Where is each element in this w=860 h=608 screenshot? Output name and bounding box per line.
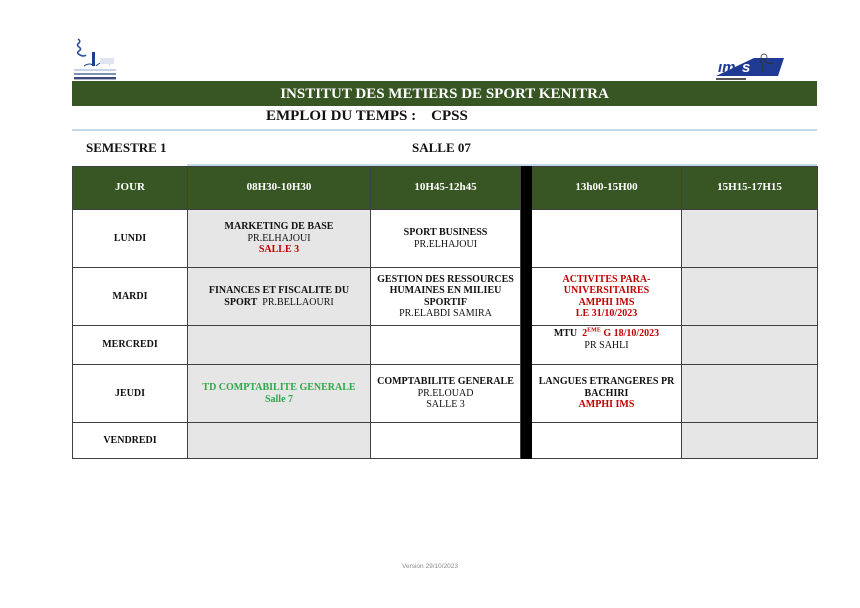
schedule-subtitle: EMPLOI DU TEMPS : CPSS [266, 108, 468, 124]
professor: PR.BELLAOURI [262, 296, 334, 308]
lunch-separator [521, 167, 532, 210]
activity-date: LE 31/10/2023 [575, 308, 638, 319]
course-title: SPORT BUSINESS [403, 227, 488, 238]
timetable [72, 166, 818, 459]
session-cell [371, 210, 521, 268]
lunch-separator [521, 326, 532, 365]
course-title-line2: BACHIRI [584, 387, 629, 399]
header-row [73, 167, 818, 210]
column-header-slot4: 15H15-17H15 [682, 167, 818, 210]
day-label: JEUDI [73, 365, 188, 423]
table-row [73, 423, 818, 459]
empty-cell [188, 423, 371, 459]
professor: PR.ELABDI SAMIRA [399, 308, 492, 319]
empty-cell [532, 423, 682, 459]
subtitle-row [72, 106, 817, 131]
activity-line2: UNIVERSITAIRES [563, 285, 650, 296]
session-cell [188, 210, 371, 268]
room: Salle 7 [264, 393, 294, 405]
semester-label: SEMESTRE 1 [86, 140, 167, 155]
table-row [73, 210, 818, 268]
room: SALLE 3 [426, 399, 465, 411]
course-title: TD COMPTABILITE GENERALE [202, 382, 356, 393]
column-header-day: JOUR [73, 167, 188, 210]
empty-cell [682, 365, 818, 423]
lunch-separator [521, 423, 532, 459]
course-title-line3: SPORTIF [424, 296, 467, 308]
session-cell [371, 365, 521, 423]
professor: PR SAHLI [584, 339, 629, 351]
course-title-line1: LANGUES ETRANGERES PR [538, 376, 675, 388]
session-cell [188, 268, 371, 326]
ims-logo [714, 52, 786, 82]
course-title: COMPTABILITE GENERALE [377, 376, 514, 388]
empty-cell [682, 423, 818, 459]
empty-cell [188, 326, 371, 365]
course-title-line2: HUMAINES EN MILIEU [389, 285, 502, 296]
empty-cell [371, 326, 521, 365]
university-logo-icon [72, 36, 120, 82]
empty-cell [371, 423, 521, 459]
meta-row [72, 131, 817, 165]
lunch-separator [521, 268, 532, 326]
university-logo [72, 36, 120, 82]
version-footer: Version 29/10/2023 [401, 563, 459, 570]
session-cell [532, 326, 682, 365]
day-label: MERCREDI [73, 326, 188, 365]
course-title-line1: GESTION DES RESSOURCES [377, 273, 514, 285]
table-row [73, 326, 818, 365]
lunch-separator [521, 210, 532, 268]
session-cell [532, 365, 682, 423]
group-ordinal: EME [587, 327, 601, 334]
column-header-slot3: 13h00-15H00 [532, 167, 682, 210]
activity-room: AMPHI IMS [578, 296, 635, 308]
course-title: FINANCES ET FISCALITE DU SPORT [208, 285, 350, 308]
svg-text:s: s [742, 59, 751, 76]
day-label: MARDI [73, 268, 188, 326]
empty-cell [682, 210, 818, 268]
ims-logo-icon [714, 52, 786, 82]
table-row [73, 268, 818, 326]
course-title: MTU [553, 328, 578, 339]
group-number: 2 [582, 328, 588, 339]
session-cell [371, 268, 521, 326]
group-date: G 18/10/2023 [600, 328, 660, 339]
course-title: MARKETING DE BASE [224, 221, 334, 233]
table-row [73, 365, 818, 423]
institute-title: INSTITUT DES METIERS DE SPORT KENITRA [72, 81, 817, 106]
professor: PR.ELHAJOUI [247, 232, 311, 244]
room-label: SALLE 07 [412, 140, 471, 155]
professor: PR.ELOUAD [417, 387, 474, 399]
room: SALLE 3 [258, 244, 300, 256]
session-cell [532, 268, 682, 326]
session-cell [188, 365, 371, 423]
column-header-slot1: 08H30-10H30 [188, 167, 371, 210]
empty-cell [682, 326, 818, 365]
empty-cell [682, 268, 818, 326]
svg-text:ım: ım [718, 59, 736, 76]
empty-cell [532, 210, 682, 268]
column-header-slot2: 10H45-12h45 [371, 167, 521, 210]
day-label: LUNDI [73, 210, 188, 268]
room: AMPHI IMS [578, 399, 635, 411]
activity-line1: ACTIVITES PARA- [562, 273, 651, 285]
professor: PR.ELHAJOUI [413, 238, 478, 250]
lunch-separator [521, 365, 532, 423]
day-label: VENDREDI [73, 423, 188, 459]
